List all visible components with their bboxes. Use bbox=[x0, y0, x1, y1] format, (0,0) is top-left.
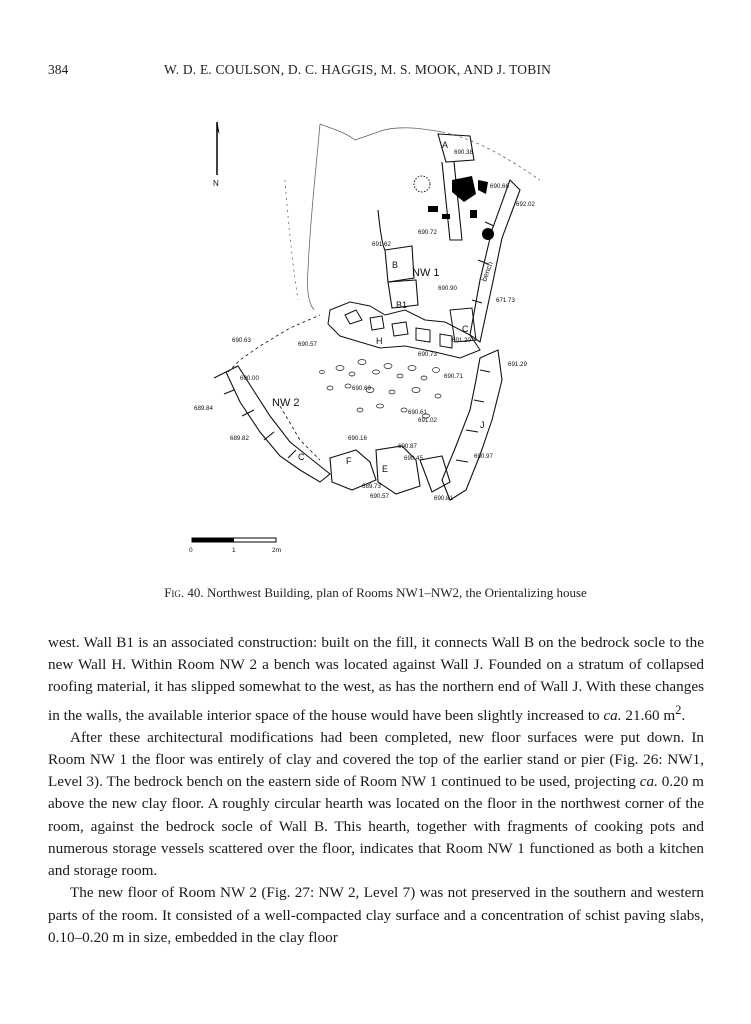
bench-label: bench bbox=[479, 260, 495, 283]
room-label-nw2: NW 2 bbox=[272, 397, 300, 409]
elevation-label: 690.61 bbox=[408, 409, 427, 416]
paragraph-2-text-a: After these architectural modifications had been completed, new floor surfaces were put down. In Room NW 1 the floor was entirely of clay and covered the top of the earlier stand or pier (Fig. 26: NW1, Level 3). The bedrock bench on the eastern side of Room NW 1 continued to be used, projecting bbox=[48, 728, 704, 791]
paragraph-1-end: . bbox=[681, 706, 686, 724]
paragraph-3 bbox=[48, 882, 704, 949]
body-text bbox=[48, 632, 704, 949]
wall-west-nw2 bbox=[214, 366, 330, 482]
elevation-label: 690.63 bbox=[232, 337, 251, 344]
wall-label-f: F bbox=[346, 456, 352, 466]
bedrock-outline bbox=[285, 124, 540, 310]
wall-label-cc: C bbox=[298, 452, 305, 462]
wall-label-h: H bbox=[376, 336, 383, 346]
elevation-label: 690.16 bbox=[348, 435, 367, 442]
figure-caption-text: Northwest Building, plan of Rooms NW1–NW2, the Orientalizing house bbox=[206, 585, 587, 600]
north-arrow bbox=[213, 120, 220, 188]
elevation-label: 671.73 bbox=[496, 297, 515, 304]
elevation-label: 690.97 bbox=[474, 453, 493, 460]
elevation-label: 690.73 bbox=[418, 351, 437, 358]
scale-label-0: 0 bbox=[189, 547, 193, 554]
paragraph-2 bbox=[48, 727, 704, 882]
site-plan-figure bbox=[180, 110, 580, 560]
scale-label-1: 1 bbox=[232, 547, 236, 554]
scale-label-2m: 2m bbox=[272, 547, 282, 554]
elevation-label: 691.29 bbox=[508, 361, 527, 368]
wall-label-b1: B1 bbox=[396, 300, 408, 310]
figure-caption bbox=[0, 585, 751, 601]
north-label: N bbox=[213, 179, 219, 188]
paragraph-2-ca: ca. bbox=[639, 773, 658, 791]
scale-bar bbox=[189, 538, 281, 554]
paragraph-2-text-b: 0.20 m above the new clay floor. A roughly circular hearth was located on the floor in the northwest corner of the room, against the bedrock socle of Wall B. This hearth, together with fragments of cooking pots and numerous storage vessels scattered over the floor, indicates that Room NW 1 functioned as both a kitchen and storage room. bbox=[48, 773, 704, 880]
paragraph-1-area: 21.60 m bbox=[625, 706, 676, 724]
elevation-label: 691.62 bbox=[372, 241, 391, 248]
elevation-label: 691.20 bbox=[452, 337, 471, 344]
wall-east-nw1 bbox=[470, 180, 520, 342]
wall-label-j: J bbox=[480, 420, 485, 430]
wall-h bbox=[328, 302, 480, 358]
running-head-authors: W. D. E. COULSON, D. C. HAGGIS, M. S. MOOK, AND J. TOBIN bbox=[164, 62, 552, 77]
page-number: 384 bbox=[48, 62, 69, 77]
paragraph-1 bbox=[48, 632, 704, 727]
elevation-label: 690.69 bbox=[352, 385, 371, 392]
wall-b bbox=[378, 210, 418, 308]
wall-south bbox=[330, 446, 450, 494]
elevation-label: 690.71 bbox=[444, 373, 463, 380]
elevation-label: 692.02 bbox=[516, 201, 535, 208]
elevation-label: 690.72 bbox=[418, 229, 437, 236]
scale-bar-fill bbox=[192, 538, 234, 542]
paragraph-1-ca: ca. bbox=[603, 706, 622, 724]
paragraph-1-superscript: 2 bbox=[675, 702, 682, 717]
elevation-label: 690.57 bbox=[370, 493, 389, 500]
site-plan-drawing bbox=[180, 110, 580, 560]
wall-label-c: C bbox=[462, 324, 469, 334]
hearth bbox=[414, 176, 430, 192]
running-head bbox=[48, 62, 708, 82]
elevation-label: 690.87 bbox=[398, 443, 417, 450]
elevation-label: 689.82 bbox=[230, 435, 249, 442]
wall-label-e: E bbox=[382, 464, 389, 474]
elevation-label: 690.38 bbox=[454, 149, 473, 156]
elevation-label: 691.02 bbox=[418, 417, 437, 424]
figure-caption-label: Fig. 40. bbox=[164, 585, 204, 600]
elevation-label: 689.73 bbox=[362, 483, 381, 490]
elevation-label: 690.81 bbox=[434, 495, 453, 502]
elevation-label: 690.90 bbox=[438, 285, 457, 292]
elevation-label: 690.45 bbox=[404, 455, 423, 462]
elevation-label: 690.66 bbox=[490, 183, 509, 190]
elevation-label: 690.00 bbox=[240, 375, 259, 382]
elevation-label: 690.57 bbox=[298, 341, 317, 348]
elevation-labels bbox=[194, 149, 535, 502]
elevation-label: 689.84 bbox=[194, 405, 213, 412]
paragraph-1-text: west. Wall B1 is an associated construction: built on the fill, it connects Wall B on the bedrock socle to the new Wall H. Within Room NW 2 a bench was located against Wall J. Founded on a stratum of collapsed roofing material, it has slipped somewhat to the west, as has the northern end of Wall J. With these changes in the walls, the available interior space of the house would have been slightly increased to bbox=[48, 634, 704, 724]
wall-label-a: A bbox=[442, 140, 449, 150]
paragraph-3-text: The new floor of Room NW 2 (Fig. 27: NW 2, Level 7) was not preserved in the southern and western parts of the room. It consisted of a well-compacted clay surface and a concentration of schist paving slabs, 0.10–0.20 m in size, embedded in the clay floor bbox=[48, 884, 704, 946]
room-label-nw1: NW 1 bbox=[412, 267, 440, 279]
wall-label-b: B bbox=[392, 260, 399, 270]
